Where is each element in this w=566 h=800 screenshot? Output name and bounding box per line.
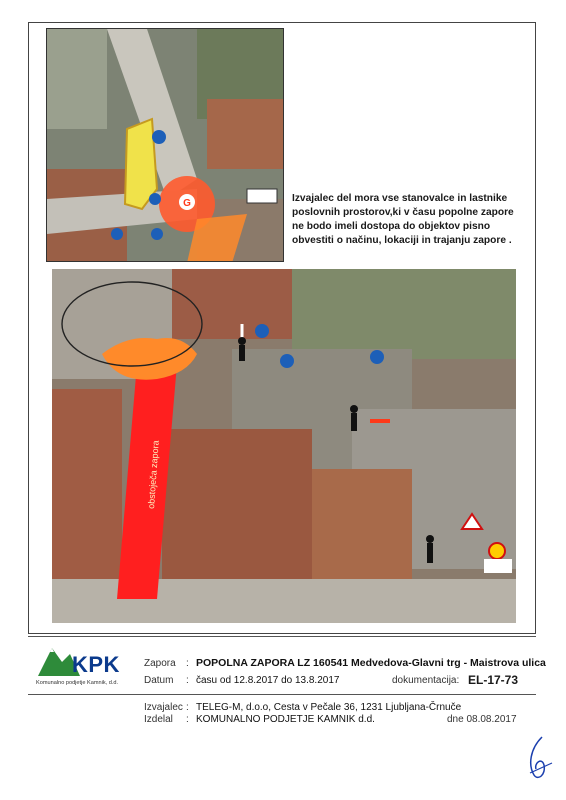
zapora-value: POPOLNA ZAPORA LZ 160541 Medvedova-Glavni trg - Maistrova ulica <box>196 657 546 669</box>
izvajalec-label: Izvajalec <box>144 702 183 713</box>
izvajalec-colon: : <box>186 702 189 713</box>
datum-label: Datum <box>144 675 174 686</box>
notice-text: Izvajalec del mora vse stanovalce in lastnike poslovnih prostorov,ki v času popolne zapore ne bodo imeli dostopa do objektov pisno obvestiti o načinu, lokaciji in trajanju zapore . <box>292 193 514 246</box>
zapora-label: Zapora <box>144 658 176 669</box>
logo-subtitle: Komunalno podjetje Kamnik, d.d. <box>36 680 119 686</box>
date-value: dne 08.08.2017 <box>447 714 517 725</box>
inset-marker-text: G <box>183 198 191 209</box>
izdelal-colon: : <box>186 714 189 725</box>
divider-top <box>28 636 536 637</box>
closure-label: obstoječa zapora <box>146 440 161 510</box>
inset-map-graphic <box>47 29 284 262</box>
zapora-colon: : <box>186 658 189 669</box>
izdelal-label: Izdelal <box>144 714 173 725</box>
main-map <box>52 269 516 623</box>
signature-icon <box>520 735 560 785</box>
doc-number: EL-17-73 <box>468 673 519 687</box>
doc-label: dokumentacija: <box>392 675 460 686</box>
izvajalec-value: TELEG-M, d.o.o, Cesta v Pečale 36, 1231 Ljubljana-Črnuče <box>196 702 462 713</box>
logo-name: KPK <box>72 652 120 677</box>
main-map-graphic <box>52 269 516 623</box>
izdelal-value: KOMUNALNO PODJETJE KAMNIK d.d. <box>196 714 375 725</box>
divider-bottom <box>28 694 536 695</box>
datum-colon: : <box>186 675 189 686</box>
inset-map <box>46 28 284 262</box>
datum-value: času od 12.8.2017 do 13.8.2017 <box>196 675 340 686</box>
